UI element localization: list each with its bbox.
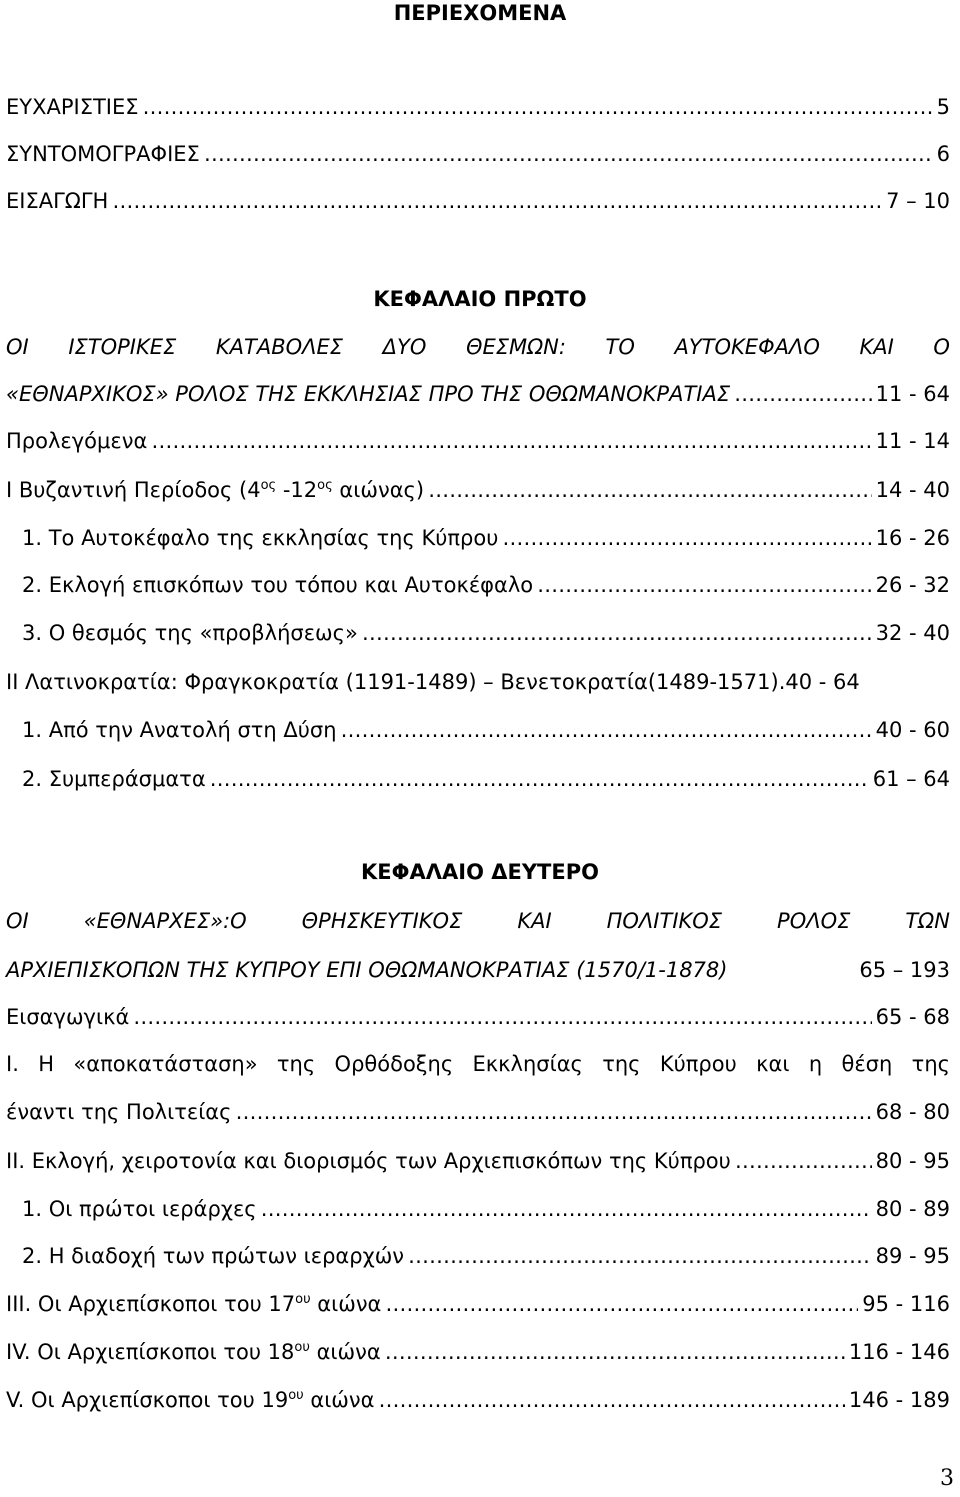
toc-entry bbox=[6, 669, 950, 695]
entry-pages: 32 - 40 bbox=[875, 621, 950, 645]
entry-pages: 80 - 95 bbox=[875, 1149, 950, 1173]
entry-label: 2. Εκλογή επισκόπων του τόπου και Αυτοκέφαλο bbox=[22, 573, 534, 597]
toc-entry bbox=[6, 477, 950, 503]
chapter-2-subtitle-line2 bbox=[6, 957, 950, 983]
label-word: Ορθόδοξης bbox=[334, 1052, 454, 1076]
entry-label: V. Οι Αρχιεπίσκοποι του $19^{o\upsilon}$ αιώνα bbox=[6, 1388, 375, 1412]
toc-entry bbox=[22, 1243, 950, 1269]
label-word: η bbox=[808, 1052, 823, 1076]
entry-pages: 26 - 32 bbox=[875, 573, 950, 597]
chapter-1-title: ΚΕΦΑΛΑΙΟ ΠΡΩΤΟ bbox=[373, 287, 587, 311]
toc-entry bbox=[22, 525, 950, 551]
label-word: και bbox=[756, 1052, 790, 1076]
subtitle-word: ΙΣΤΟΡΙΚΕΣ bbox=[68, 335, 177, 359]
entry-label: ΑΡΧΙΕΠΙΣΚΟΠΩΝ ΤΗΣ ΚΥΠΡΟΥ ΕΠΙ ΟΘΩΜΑΝΟΚΡΑΤΙΑΣ (1570/1-1878) bbox=[6, 958, 728, 982]
entry-label: 1. Από την Ανατολή στη Δύση bbox=[22, 718, 337, 742]
label-word: «αποκατάσταση» bbox=[73, 1052, 258, 1076]
label-word: θέση bbox=[841, 1052, 893, 1076]
toc-entry bbox=[6, 141, 950, 167]
toc-entry bbox=[22, 1196, 950, 1222]
entry-label: ΙΙ Λατινοκρατία: Φραγκοκρατία (1191-1489) – Βενετοκρατία(1489-1571) bbox=[6, 670, 779, 694]
entry-label: Προλεγόμενα bbox=[6, 429, 148, 453]
toc-entry bbox=[6, 94, 950, 120]
entry-label: 2. Συμπεράσματα bbox=[22, 767, 206, 791]
subtitle-word: ΚΑΙ bbox=[859, 335, 894, 359]
entry-pages: 61 – 64 bbox=[872, 767, 950, 791]
entry-label: «ΕΘΝΑΡΧΙΚΟΣ» ΡΟΛΟΣ ΤΗΣ ΕΚΚΛΗΣΙΑΣ ΠΡΟ ΤΗΣ ΟΘΩΜΑΝΟΚΡΑΤΙΑΣ bbox=[6, 382, 731, 406]
chapter-2-subtitle-line1 bbox=[6, 908, 950, 934]
subtitle-word: «ΕΘΝΑΡΧΕΣ»:Ο bbox=[83, 909, 247, 933]
toc-entry bbox=[22, 572, 950, 598]
label-word: Κύπρου bbox=[659, 1052, 737, 1076]
toc-entry bbox=[6, 1099, 950, 1125]
entry-label: 1. Το Αυτοκέφαλο της εκκλησίας της Κύπρου bbox=[22, 526, 499, 550]
subtitle-word: ΘΕΣΜΩΝ: bbox=[465, 335, 566, 359]
label-word: Ι. bbox=[6, 1052, 19, 1076]
entry-pages: 116 - 146 bbox=[848, 1340, 950, 1364]
entry-label: Εισαγωγικά bbox=[6, 1005, 130, 1029]
entry-pages: 89 - 95 bbox=[875, 1244, 950, 1268]
toc-entry bbox=[6, 1339, 950, 1365]
toc-entry bbox=[6, 428, 950, 454]
entry-label: 1. Οι πρώτοι ιεράρχες bbox=[22, 1197, 257, 1221]
toc-entry bbox=[6, 1291, 950, 1317]
subtitle-word: ΡΟΛΟΣ bbox=[777, 909, 851, 933]
subtitle-word: ΟΙ bbox=[6, 335, 29, 359]
entry-label: Ι Βυζαντινή Περίοδος ($4^{o\varsigma}$ $-12^{o\varsigma}$ αιώνας) bbox=[6, 478, 425, 502]
entry-label: 3. Ο θεσμός της «προβλήσεως» bbox=[22, 621, 358, 645]
entry-pages: 7 – 10 bbox=[886, 189, 950, 213]
entry-label: έναντι της Πολιτείας bbox=[6, 1100, 232, 1124]
toc-entry bbox=[6, 188, 950, 214]
page-heading: ΠΕΡΙΕΧΟΜΕΝΑ bbox=[393, 1, 567, 25]
toc-entry bbox=[6, 1148, 950, 1174]
entry-pages: 6 bbox=[936, 142, 950, 166]
subtitle-word: ΠΟΛΙΤΙΚΟΣ bbox=[606, 909, 723, 933]
subtitle-word: ΤΟ bbox=[605, 335, 635, 359]
toc-entry bbox=[22, 620, 950, 646]
toc-entry bbox=[6, 1387, 950, 1413]
label-word: της bbox=[602, 1052, 641, 1076]
chapter-2-title: ΚΕΦΑΛΑΙΟ ΔΕΥΤΕΡΟ bbox=[361, 860, 599, 884]
label-word: Εκκλησίας bbox=[472, 1052, 583, 1076]
entry-label: ΕΙΣΑΓΩΓΗ bbox=[6, 189, 109, 213]
entry-pages: .40 - 64 bbox=[778, 670, 860, 694]
entry-pages: 14 - 40 bbox=[875, 478, 950, 502]
entry-pages: 95 - 116 bbox=[862, 1292, 950, 1316]
entry-pages: 11 - 64 bbox=[875, 382, 950, 406]
toc-entry bbox=[22, 717, 950, 743]
subtitle-word: ΟΙ bbox=[6, 909, 29, 933]
entry-label: IV. Οι Αρχιεπίσκοποι του $18^{o\upsilon}$ αιώνα bbox=[6, 1340, 381, 1364]
entry-pages: 68 - 80 bbox=[875, 1100, 950, 1124]
entry-label: ΙΙΙ. Οι Αρχιεπίσκοποι του $17^{o\upsilon}$ αιώνα bbox=[6, 1292, 382, 1316]
entry-label: ΣΥΝΤΟΜΟΓΡΑΦΙΕΣ bbox=[6, 142, 200, 166]
entry-pages: 80 - 89 bbox=[875, 1197, 950, 1221]
subtitle-word: ΔΥΟ bbox=[382, 335, 427, 359]
entry-label: ΙΙ. Εκλογή, χειροτονία και διορισμός των Αρχιεπισκόπων της Κύπρου bbox=[6, 1149, 731, 1173]
label-word: της bbox=[911, 1052, 950, 1076]
entry-pages: 5 bbox=[936, 95, 950, 119]
entry-label: ΕΥΧΑΡΙΣΤΙΕΣ bbox=[6, 95, 139, 119]
label-word: της bbox=[276, 1052, 316, 1076]
toc-entry bbox=[6, 1004, 950, 1030]
subtitle-word: ΤΩΝ bbox=[905, 909, 950, 933]
subtitle-word: ΘΡΗΣΚΕΥΤΙΚΟΣ bbox=[301, 909, 463, 933]
entry-pages: 65 – 193 bbox=[859, 958, 950, 982]
subtitle-word: ΚΑΤΑΒΟΛΕΣ bbox=[215, 335, 344, 359]
entry-pages: 16 - 26 bbox=[875, 526, 950, 550]
subtitle-word: ΑΥΤΟΚΕΦΑΛΟ bbox=[674, 335, 820, 359]
toc-entry bbox=[22, 766, 950, 792]
subtitle-word: Ο bbox=[933, 335, 950, 359]
entry-label: 2. Η διαδοχή των πρώτων ιεραρχών bbox=[22, 1244, 405, 1268]
chapter-1-subtitle-line2 bbox=[6, 381, 950, 407]
subtitle-word: ΚΑΙ bbox=[517, 909, 552, 933]
page-number: 3 bbox=[940, 1466, 954, 1491]
entry-pages: 11 - 14 bbox=[875, 429, 950, 453]
entry-pages: 65 - 68 bbox=[875, 1005, 950, 1029]
label-word: Η bbox=[38, 1052, 55, 1076]
chapter-1-subtitle-line1 bbox=[6, 334, 950, 360]
entry-pages: 40 - 60 bbox=[875, 718, 950, 742]
toc-entry-line1 bbox=[6, 1051, 950, 1077]
entry-pages: 146 - 189 bbox=[848, 1388, 950, 1412]
